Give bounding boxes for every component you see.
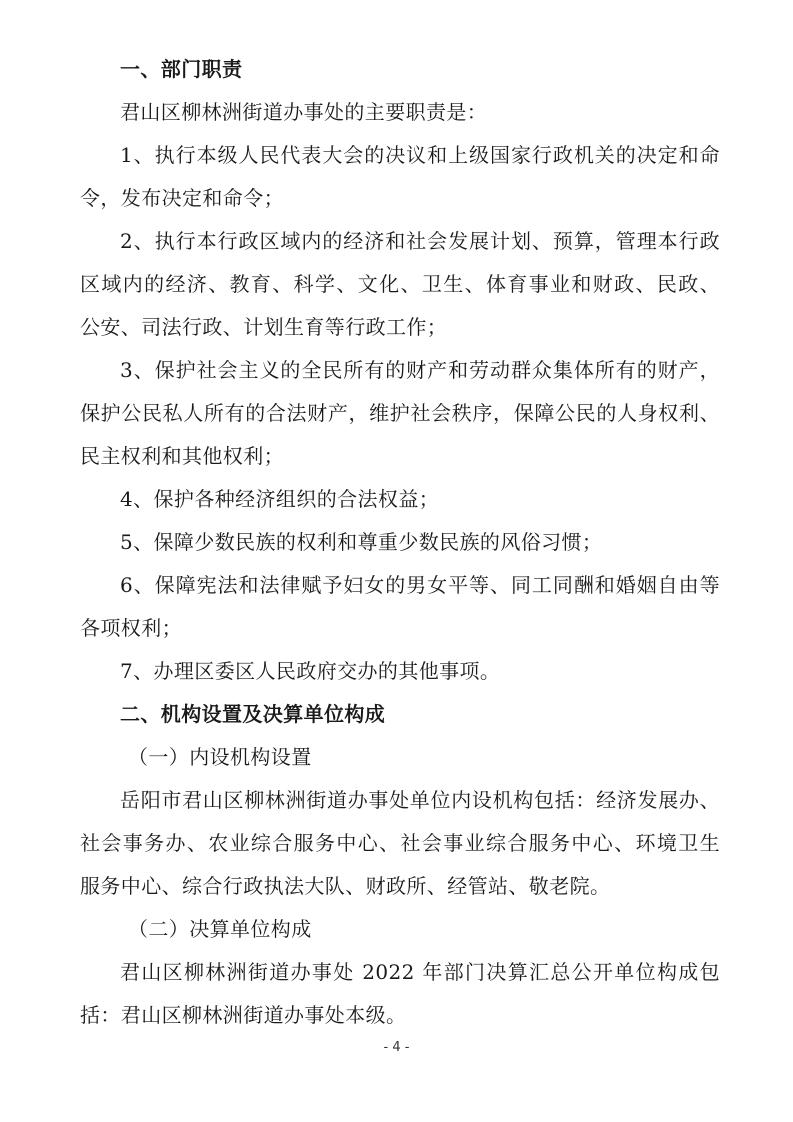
- duty-item-3-line-3: 民主权利和其他权利；: [80, 444, 284, 468]
- duty-item-4: 4、保护各种经济组织的合法权益；: [120, 487, 440, 511]
- duty-item-1-line-1: 1、执行本级人民代表大会的决议和上级国家行政机关的决定和命: [120, 143, 720, 167]
- internal-text-line-1: 岳阳市君山区柳林洲街道办事处单位内设机构包括：经济发展办、: [120, 788, 720, 812]
- section-heading-duties: 一、部门职责: [120, 57, 243, 81]
- page-number: - 4 -: [383, 1040, 410, 1055]
- duty-item-2-line-3: 公安、司法行政、计划生育等行政工作；: [80, 315, 448, 339]
- duty-item-3-line-1: 3、保护社会主义的全民所有的财产和劳动群众集体所有的财产，: [120, 358, 720, 382]
- units-text-line-1: 君山区柳林洲街道办事处 2022 年部门决算汇总公开单位构成包: [120, 960, 720, 984]
- duty-item-7: 7、办理区委区人民政府交办的其他事项。: [120, 659, 501, 683]
- duty-item-3-line-2: 保护公民私人所有的合法财产，维护社会秩序，保障公民的人身权利、: [80, 401, 720, 425]
- subsection-heading-internal: （一）内设机构设置: [128, 745, 312, 769]
- duty-item-6-line-2: 各项权利；: [80, 616, 182, 640]
- subsection-heading-units: （二）决算单位构成: [128, 917, 312, 941]
- internal-text-line-3: 服务中心、综合行政执法大队、财政所、经管站、敬老院。: [80, 874, 611, 898]
- internal-text-line-2: 社会事务办、农业综合服务中心、社会事业综合服务中心、环境卫生: [80, 831, 720, 855]
- document-body: [80, 48, 720, 1037]
- units-text-line-2: 括：君山区柳林洲街道办事处本级。: [80, 1003, 407, 1027]
- duty-item-2-line-1: 2、执行本行政区域内的经济和社会发展计划、预算，管理本行政: [120, 229, 720, 253]
- duty-item-1-line-2: 令，发布决定和命令；: [80, 186, 284, 210]
- section-heading-organization: 二、机构设置及决算单位构成: [120, 702, 386, 726]
- duties-intro: 君山区柳林洲街道办事处的主要职责是：: [120, 100, 488, 124]
- duty-item-5: 5、保障少数民族的权利和尊重少数民族的风俗习惯；: [120, 530, 603, 554]
- duty-item-2-line-2: 区域内的经济、教育、科学、文化、卫生、体育事业和财政、民政、: [80, 272, 720, 296]
- duty-item-6-line-1: 6、保障宪法和法律赋予妇女的男女平等、同工同酬和婚姻自由等: [120, 573, 720, 597]
